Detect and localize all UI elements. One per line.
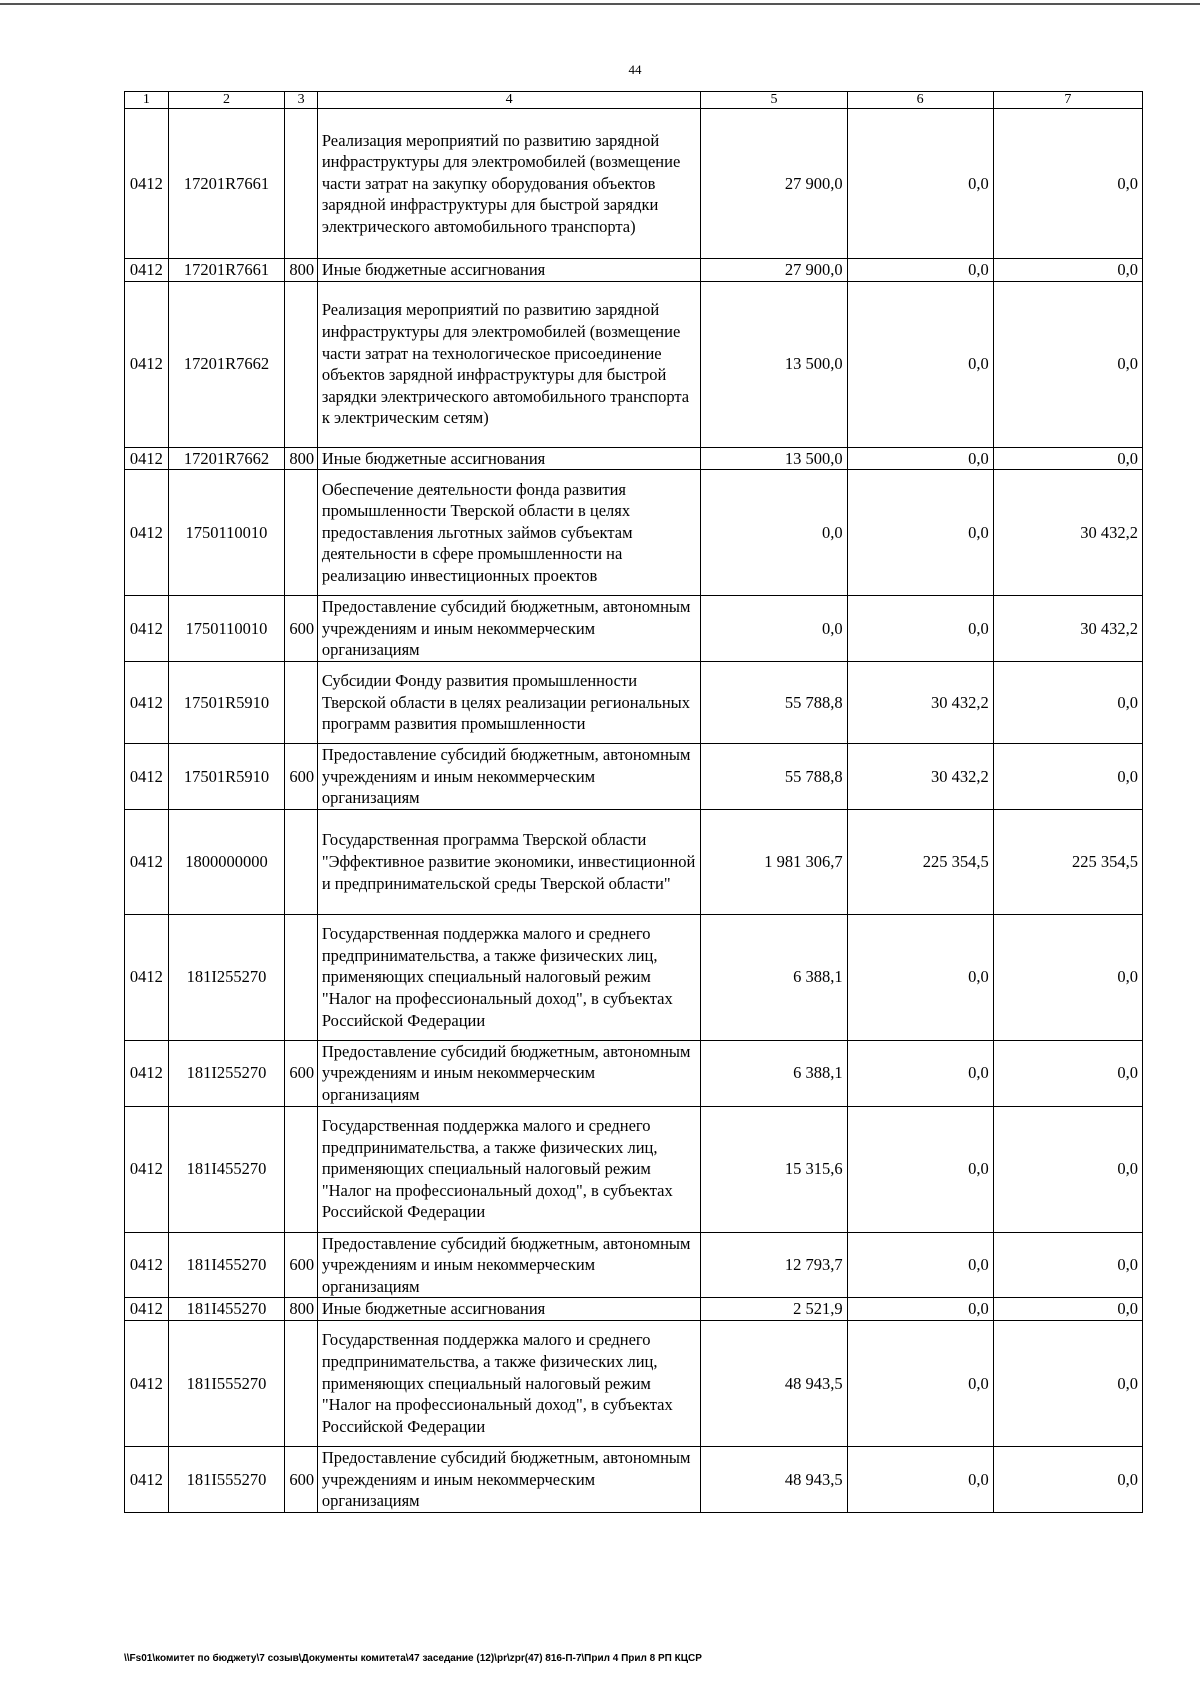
amount-col7-cell: 0,0 [993,1446,1142,1512]
amount-col5-cell: 48 943,5 [701,1320,847,1446]
target-article-cell: 17501R5910 [168,743,285,809]
expense-type-cell [285,661,317,743]
amount-col7-cell: 0,0 [993,743,1142,809]
target-article-cell: 1750110010 [168,470,285,596]
column-header: 3 [285,92,317,109]
amount-col7-cell: 0,0 [993,1298,1142,1321]
amount-col6-cell: 0,0 [847,109,993,259]
table-row [125,281,1143,447]
target-article-cell: 17501R5910 [168,661,285,743]
target-article-cell: 181I455270 [168,1232,285,1298]
target-article-cell: 1800000000 [168,809,285,914]
table-row [125,109,1143,259]
table-row [125,743,1143,809]
table-row [125,809,1143,914]
budget-table [124,91,1143,1513]
amount-col6-cell: 0,0 [847,914,993,1040]
amount-col7-cell: 30 432,2 [993,596,1142,662]
section-code-cell: 0412 [125,447,169,470]
amount-col6-cell: 0,0 [847,1298,993,1321]
expense-type-cell [285,281,317,447]
item-name-cell: Предоставление субсидий бюджетным, автономным учреждениям и иным некоммерческим организациям [317,1040,701,1106]
amount-col6-cell: 30 432,2 [847,661,993,743]
expense-type-cell: 600 [285,1446,317,1512]
expense-type-cell: 800 [285,447,317,470]
target-article-cell: 1750110010 [168,596,285,662]
amount-col6-cell: 30 432,2 [847,743,993,809]
target-article-cell: 17201R7662 [168,447,285,470]
amount-col5-cell: 13 500,0 [701,281,847,447]
table-row [125,1232,1143,1298]
amount-col6-cell: 0,0 [847,447,993,470]
amount-col5-cell: 6 388,1 [701,914,847,1040]
amount-col6-cell: 0,0 [847,1320,993,1446]
amount-col5-cell: 0,0 [701,596,847,662]
amount-col5-cell: 15 315,6 [701,1106,847,1232]
target-article-cell: 181I255270 [168,914,285,1040]
amount-col7-cell: 0,0 [993,1106,1142,1232]
target-article-cell: 17201R7661 [168,259,285,282]
section-code-cell: 0412 [125,1106,169,1232]
amount-col5-cell: 0,0 [701,470,847,596]
expense-type-cell [285,914,317,1040]
expense-type-cell: 800 [285,259,317,282]
amount-col5-cell: 55 788,8 [701,743,847,809]
expense-type-cell: 600 [285,743,317,809]
table-row [125,1040,1143,1106]
item-name-cell: Предоставление субсидий бюджетным, автономным учреждениям и иным некоммерческим организациям [317,743,701,809]
target-article-cell: 17201R7661 [168,109,285,259]
amount-col5-cell: 12 793,7 [701,1232,847,1298]
scan-edge-line [0,3,1200,5]
amount-col6-cell: 225 354,5 [847,809,993,914]
amount-col7-cell: 0,0 [993,914,1142,1040]
file-path-footer: \\Fs01\комитет по бюджету\7 созыв\Документы комитета\47 заседание (12)\pr\zpr(47) 816-П-7\Прил 4 Прил 8 РП КЦСР [124,1653,702,1664]
amount-col7-cell: 0,0 [993,1040,1142,1106]
expense-type-cell [285,1106,317,1232]
page-number: 44 [628,62,642,77]
amount-col5-cell: 55 788,8 [701,661,847,743]
target-article-cell: 181I455270 [168,1106,285,1232]
amount-col7-cell: 0,0 [993,1320,1142,1446]
table-row [125,1106,1143,1232]
expense-type-cell [285,109,317,259]
table-row [125,661,1143,743]
item-name-cell: Предоставление субсидий бюджетным, автономным учреждениям и иным некоммерческим организациям [317,596,701,662]
amount-col6-cell: 0,0 [847,1446,993,1512]
section-code-cell: 0412 [125,1320,169,1446]
table-row [125,470,1143,596]
table-row [125,259,1143,282]
expense-type-cell: 600 [285,1232,317,1298]
column-header: 2 [168,92,285,109]
table-row [125,914,1143,1040]
section-code-cell: 0412 [125,1446,169,1512]
table-row [125,1298,1143,1321]
section-code-cell: 0412 [125,1298,169,1321]
section-code-cell: 0412 [125,470,169,596]
amount-col7-cell: 0,0 [993,259,1142,282]
table-row [125,1446,1143,1512]
section-code-cell: 0412 [125,809,169,914]
section-code-cell: 0412 [125,743,169,809]
item-name-cell: Предоставление субсидий бюджетным, автономным учреждениям и иным некоммерческим организациям [317,1446,701,1512]
amount-col5-cell: 13 500,0 [701,447,847,470]
column-number-row [125,92,1143,109]
amount-col6-cell: 0,0 [847,1040,993,1106]
amount-col6-cell: 0,0 [847,259,993,282]
item-name-cell: Государственная поддержка малого и среднего предпринимательства, а также физических лиц, применяющих специальный налоговый режим "Налог на профессиональный доход", в субъектах Российской Федерации [317,914,701,1040]
expense-type-cell [285,470,317,596]
amount-col5-cell: 2 521,9 [701,1298,847,1321]
amount-col6-cell: 0,0 [847,1232,993,1298]
amount-col7-cell: 225 354,5 [993,809,1142,914]
amount-col6-cell: 0,0 [847,596,993,662]
item-name-cell: Субсидии Фонду развития промышленности Тверской области в целях реализации региональных программ развития промышленности [317,661,701,743]
amount-col7-cell: 0,0 [993,447,1142,470]
amount-col5-cell: 6 388,1 [701,1040,847,1106]
column-header: 6 [847,92,993,109]
column-header: 7 [993,92,1142,109]
item-name-cell: Иные бюджетные ассигнования [317,1298,701,1321]
amount-col7-cell: 0,0 [993,281,1142,447]
amount-col6-cell: 0,0 [847,470,993,596]
column-header: 5 [701,92,847,109]
amount-col7-cell: 0,0 [993,1232,1142,1298]
table-row [125,447,1143,470]
expense-type-cell [285,1320,317,1446]
item-name-cell: Иные бюджетные ассигнования [317,259,701,282]
section-code-cell: 0412 [125,1040,169,1106]
amount-col5-cell: 1 981 306,7 [701,809,847,914]
item-name-cell: Государственная поддержка малого и среднего предпринимательства, а также физических лиц, применяющих специальный налоговый режим "Налог на профессиональный доход", в субъектах Российской Федерации [317,1106,701,1232]
amount-col7-cell: 30 432,2 [993,470,1142,596]
column-header: 4 [317,92,701,109]
column-header: 1 [125,92,169,109]
section-code-cell: 0412 [125,596,169,662]
table-body [125,109,1143,1513]
section-code-cell: 0412 [125,281,169,447]
section-code-cell: 0412 [125,259,169,282]
section-code-cell: 0412 [125,914,169,1040]
expense-type-cell: 600 [285,596,317,662]
amount-col5-cell: 48 943,5 [701,1446,847,1512]
expense-type-cell [285,809,317,914]
item-name-cell: Реализация мероприятий по развитию зарядной инфраструктуры для электромобилей (возмещение части затрат на технологическое присоединение объектов зарядной инфраструктуры для быстрой зарядки электрического автомобильного транспорта к электрическим сетям) [317,281,701,447]
target-article-cell: 17201R7662 [168,281,285,447]
amount-col6-cell: 0,0 [847,1106,993,1232]
target-article-cell: 181I455270 [168,1298,285,1321]
target-article-cell: 181I555270 [168,1446,285,1512]
item-name-cell: Обеспечение деятельности фонда развития промышленности Тверской области в целях предоставления льготных займов субъектам деятельности в сфере промышленности на реализацию инвестиционных проектов [317,470,701,596]
item-name-cell: Государственная программа Тверской области "Эффективное развитие экономики, инвестиционной и предпринимательской среды Тверской области" [317,809,701,914]
section-code-cell: 0412 [125,1232,169,1298]
target-article-cell: 181I255270 [168,1040,285,1106]
table-row [125,1320,1143,1446]
section-code-cell: 0412 [125,661,169,743]
section-code-cell: 0412 [125,109,169,259]
item-name-cell: Предоставление субсидий бюджетным, автономным учреждениям и иным некоммерческим организациям [317,1232,701,1298]
amount-col7-cell: 0,0 [993,661,1142,743]
item-name-cell: Иные бюджетные ассигнования [317,447,701,470]
amount-col5-cell: 27 900,0 [701,259,847,282]
item-name-cell: Государственная поддержка малого и среднего предпринимательства, а также физических лиц, применяющих специальный налоговый режим "Налог на профессиональный доход", в субъектах Российской Федерации [317,1320,701,1446]
item-name-cell: Реализация мероприятий по развитию зарядной инфраструктуры для электромобилей (возмещение части затрат на закупку оборудования объектов зарядной инфраструктуры для быстрой зарядки электрического автомобильного транспорта) [317,109,701,259]
amount-col5-cell: 27 900,0 [701,109,847,259]
expense-type-cell: 600 [285,1040,317,1106]
target-article-cell: 181I555270 [168,1320,285,1446]
table-row [125,596,1143,662]
expense-type-cell: 800 [285,1298,317,1321]
amount-col6-cell: 0,0 [847,281,993,447]
amount-col7-cell: 0,0 [993,109,1142,259]
